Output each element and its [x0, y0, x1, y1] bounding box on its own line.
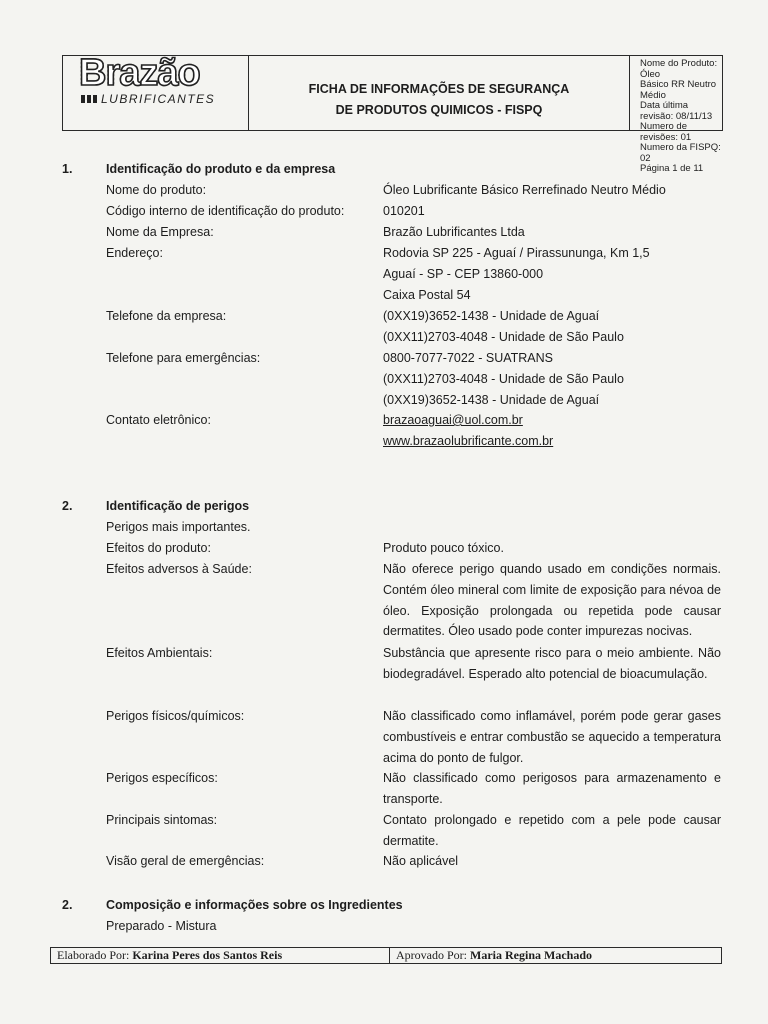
field-value: Aguaí - SP - CEP 13860-000: [383, 267, 544, 281]
meta-cell: [630, 56, 722, 174]
field-value: Caixa Postal 54: [383, 288, 471, 302]
field-label: Nome da Empresa:: [106, 225, 214, 239]
field-value: Brazão Lubrificantes Ltda: [383, 225, 525, 239]
field-value: Contato prolongado e repetido com a pele pode causar dermatite.: [383, 813, 721, 848]
email-link[interactable]: brazaoaguai@uol.com.br: [383, 413, 523, 427]
section-title: Identificação de perigos: [106, 499, 250, 513]
website-link[interactable]: www.brazaolubrificante.com.br: [383, 434, 554, 448]
section-intro: Preparado - Mistura: [106, 919, 217, 933]
field-value: Não classificado como perigosos para armazenamento e transporte.: [383, 771, 721, 806]
section-title: Composição e informações sobre os Ingredientes: [106, 898, 403, 912]
field-value: Óleo Lubrificante Básico Rerrefinado Neutro Médio: [383, 183, 666, 197]
field-value: Não aplicável: [383, 854, 459, 868]
field-value: (0XX11)2703-4048 - Unidade de São Paulo: [383, 372, 624, 386]
field-label: Código interno de identificação do produto:: [106, 204, 345, 218]
section-number: 1.: [62, 162, 73, 176]
field-label: Perigos específicos:: [106, 771, 218, 785]
field-label: Telefone para emergências:: [106, 351, 261, 365]
logo-cell: [63, 52, 249, 130]
footer-divider: [389, 948, 390, 963]
logo-subtitle: LUBRIFICANTES: [101, 92, 216, 106]
field-label: Efeitos do produto:: [106, 541, 211, 555]
approved-by-name: Maria Regina Machado: [470, 948, 592, 962]
field-value: Produto pouco tóxico.: [383, 541, 504, 555]
field-value: 010201: [383, 204, 425, 218]
brazao-logo: [79, 52, 235, 112]
logo-wordmark: Brazão: [79, 52, 200, 94]
field-label: Principais sintomas:: [106, 813, 218, 827]
field-value: Substância que apresente risco para o meio ambiente. Não biodegradável. Esperado alto potencial de bioacumulação.: [383, 646, 721, 681]
section-intro: Perigos mais importantes.: [106, 520, 251, 534]
document-title: FICHA DE INFORMAÇÕES DE SEGURANÇA DE PRODUTOS QUIMICOS - FISPQ: [308, 82, 570, 117]
document-meta: Nome do Produto: Óleo Básico RR Neutro Médio Data última revisão: 08/11/13 Numero de revisões: 01 Numero da FISPQ: 02 Página 1 de 11: [640, 58, 721, 174]
section-number: 2.: [62, 499, 73, 513]
field-label: Perigos físicos/químicos:: [106, 709, 245, 723]
field-value: (0XX11)2703-4048 - Unidade de São Paulo: [383, 330, 624, 344]
document-footer: [50, 947, 722, 964]
field-value: 0800-7077-7022 - SUATRANS: [383, 351, 553, 365]
field-label: Efeitos Ambientais:: [106, 646, 213, 660]
field-value: Rodovia SP 225 - Aguaí / Pirassununga, Km 1,5: [383, 246, 650, 260]
section-number: 2.: [62, 898, 73, 912]
field-value: (0XX19)3652-1438 - Unidade de Aguaí: [383, 393, 600, 407]
field-label: Endereço:: [106, 246, 163, 260]
field-label: Nome do produto:: [106, 183, 207, 197]
prepared-by: Elaborado Por: Karina Peres dos Santos Reis: [57, 948, 283, 962]
field-label: Visão geral de emergências:: [106, 854, 265, 868]
field-value: Não classificado como inflamável, porém pode gerar gases combustíveis e entrar combustão se aquecido a temperatura acima do ponto de fulgor.: [383, 709, 721, 765]
section-title: Identificação do produto e da empresa: [106, 162, 336, 176]
field-label: Contato eletrônico:: [106, 413, 211, 427]
approved-by: Aprovado Por: Maria Regina Machado: [396, 948, 592, 962]
field-value: Não oferece perigo quando usado em condições normais. Contém óleo mineral com limite de exposição para névoa de óleo. Exposição prolongada ou repetida pode causar dermatites. Óleo usado pode conter impurezas nocivas.: [383, 562, 721, 639]
field-value: (0XX19)3652-1438 - Unidade de Aguaí: [383, 309, 600, 323]
title-cell: [249, 56, 630, 130]
field-label: Telefone da empresa:: [106, 309, 227, 323]
field-label: Efeitos adversos à Saúde:: [106, 562, 252, 576]
prepared-by-name: Karina Peres dos Santos Reis: [132, 948, 283, 962]
logo-bars-icon: [81, 95, 97, 103]
